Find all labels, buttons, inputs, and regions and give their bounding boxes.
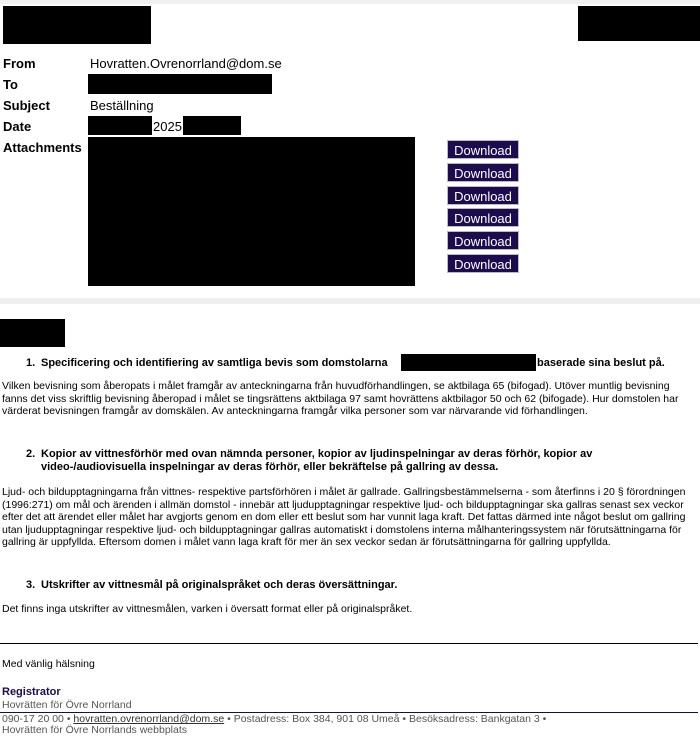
- phone-text: 090-17 20 00: [2, 713, 64, 725]
- download-button-1[interactable]: Download: [447, 140, 519, 159]
- from-label: From: [3, 56, 36, 71]
- download-button-3[interactable]: Download: [447, 186, 519, 205]
- attachments-label: Attachments: [3, 140, 82, 155]
- subject-label: Subject: [3, 98, 50, 113]
- redacted-inline: [401, 354, 536, 371]
- redacted-date: [183, 116, 241, 135]
- item-1-title-b: baserade sina beslut på.: [537, 357, 665, 369]
- visit-address: Besöksadress: Bankgatan 3: [409, 713, 540, 725]
- paragraph-3: Det finns inga utskrifter av vittnesmålen, varken i översatt format eller på originalspråket.: [2, 603, 413, 615]
- download-button-6[interactable]: Download: [447, 254, 519, 273]
- paragraph-2: Ljud- och bildupptagningarna från vittnes- respektive partsförhören i målet är gallrade. Gallringsbestämmelserna - som återfinns i 20 § förordningen (1996:271) om mål och ärenden i allmän domstol - innebär att ljudupptagningar respektive ljud- och bildupptagningar ska gallras senast sex veckor efter det att ärendet eller målet har avgjorts genom en dom eller ett beslut som har vunnit laga kraft. Det fattas därmed inte något beslut om gallring utan ljudupptagningar respektive ljud- och bildupptagningar gallras automatiskt i domstolens interna målhanteringssystem när förutsättningarna för gallring är uppfyllda. Eftersom domen i målet vann laga kraft för mer än sex veckor sedan är förutsättningarna för gallring uppfyllda.: [2, 486, 686, 549]
- header-band: [0, 0, 700, 4]
- item-1-number: 1.: [26, 357, 36, 369]
- download-button-5[interactable]: Download: [447, 231, 519, 250]
- item-3-title: Utskrifter av vittnesmål på originalspråket och deras översättningar.: [41, 579, 398, 591]
- redacted-attachments: [88, 137, 415, 286]
- redacted-block: [3, 6, 151, 44]
- bullet: •: [402, 713, 407, 725]
- email-link[interactable]: hovratten.ovrenorrland@dom.se: [73, 713, 225, 725]
- item-2-number: 2.: [26, 448, 36, 460]
- subject-value: Beställning: [90, 98, 154, 113]
- date-label: Date: [3, 119, 32, 134]
- redacted-greeting: [0, 319, 65, 347]
- postal-address: Postadress: Box 384, 901 08 Umeå: [233, 713, 400, 725]
- paragraph-1: Vilken bevisning som åberopats i målet framgår av anteckningarna från huvudförhandlingen, se aktbilaga 65 (bifogad). Utöver muntlig bevisning fanns det viss skriftlig bevisning åberopad i målet se tingsrättens aktbilaga 97 samt hovrättens aktbilagor 50 och 62 (bifogade). Hur domstolen har värderat bevisningen framgår av domskälen. Av anteckningarna framgår vilka personer som var närvarande vid förhandlingen.: [2, 380, 679, 418]
- redacted-date: [88, 116, 152, 135]
- website-link[interactable]: Hovrätten för Övre Norrlands webbplats: [2, 724, 187, 736]
- bullet: •: [227, 713, 231, 725]
- date-year: 2025: [153, 119, 182, 134]
- redacted-block: [578, 6, 700, 41]
- item-3-number: 3.: [26, 579, 36, 591]
- signature-org: Hovrätten för Övre Norrland: [2, 699, 132, 711]
- bullet: •: [542, 713, 547, 725]
- header-separator: [0, 298, 700, 304]
- signature-role: Registrator: [2, 686, 61, 698]
- to-label: To: [3, 77, 18, 92]
- signature-divider: [0, 643, 698, 644]
- email-header: [0, 0, 700, 300]
- from-value: Hovratten.Ovrenorrland@dom.se: [90, 56, 282, 71]
- download-button-4[interactable]: Download: [447, 208, 519, 227]
- download-button-2[interactable]: Download: [447, 163, 519, 182]
- item-2-title: Kopior av vittnesförhör med ovan nämnda personer, kopior av ljudinspelningar av deras förhör, kopior av video-/audiovisuella inspelningar av deras förhör, eller bekräftelse på gallring av dessa.: [41, 448, 593, 473]
- item-1-title-a: Specificering och identifiering av samtliga bevis som domstolarna: [41, 357, 388, 369]
- redacted-to: [88, 74, 272, 94]
- bullet: •: [66, 713, 71, 725]
- signature-greeting: Med vänlig hälsning: [2, 658, 95, 670]
